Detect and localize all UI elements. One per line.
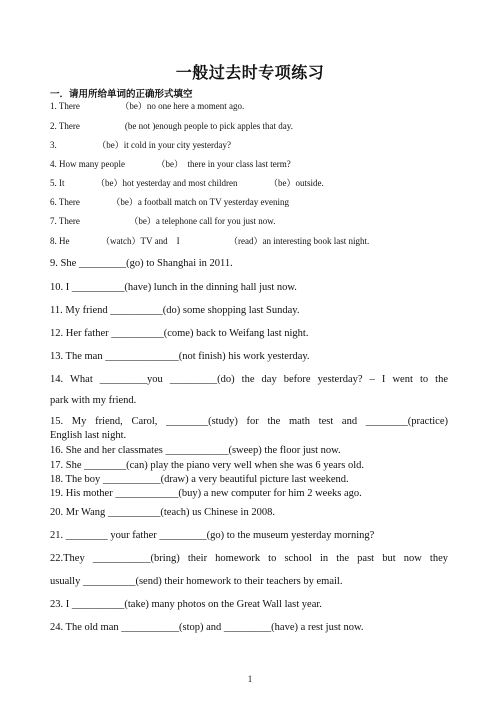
question-16: 16. She and her classmates ____________(sweep) the floor just now.: [50, 445, 341, 456]
question-12: 12. Her father __________(come) back to Weifang last night.: [50, 328, 309, 339]
question-13: 13. The man ______________(not finish) his work yesterday.: [50, 351, 310, 362]
question-5: 5. It （be）hot yesterday and most children （be）outside.: [50, 178, 324, 188]
page-title: 一般过去时专项练习: [175, 63, 325, 82]
question-6: 6. There （be）a football match on TV yesterday evening: [50, 197, 289, 207]
question-10: 10. I __________(have) lunch in the dinning hall just now.: [50, 282, 297, 293]
question-23: 23. I __________(take) many photos on the Great Wall last year.: [50, 599, 322, 610]
page-number: 1: [247, 674, 253, 684]
question-8: 8. He （watch）TV and I （read）an interesting book last night.: [50, 236, 370, 246]
question-17: 17. She ________(can) play the piano very well when she was 6 years old.: [50, 460, 365, 471]
section-heading: 一．请用所给单词的正确形式填空: [50, 89, 193, 100]
question-24: 24. The old man ___________(stop) and _________(have) a rest just now.: [50, 622, 364, 633]
question-18: 18. The boy ___________(draw) a very beautiful picture last weekend.: [50, 474, 349, 485]
question-11: 11. My friend __________(do) some shopping last Sunday.: [50, 305, 300, 316]
question-15-cont: English last night.: [50, 430, 127, 441]
question-2: 2. There (be not )enough people to pick apples that day.: [50, 121, 293, 131]
question-7: 7. There （be）a telephone call for you just now.: [50, 216, 276, 226]
question-14: 14. What _________you _________(do) the day before yesterday? – I went to the: [50, 374, 448, 385]
question-3: 3. （be）it cold in your city yesterday?: [50, 140, 231, 150]
question-9: 9. She _________(go) to Shanghai in 2011.: [50, 258, 233, 269]
question-22: 22.They ___________(bring) their homework to school in the past but now they: [50, 553, 448, 564]
question-1: 1. There （be）no one here a moment ago.: [50, 101, 245, 111]
question-19: 19. His mother ____________(buy) a new computer for him 2 weeks ago.: [50, 488, 362, 499]
question-21: 21. ________ your father _________(go) to the museum yesterday morning?: [50, 530, 375, 541]
question-22-cont: usually __________(send) their homework to their teachers by email.: [50, 576, 343, 587]
question-14-cont: park with my friend.: [50, 395, 137, 406]
question-4: 4. How many people （be） there in your class last term?: [50, 159, 291, 169]
question-20: 20. Mr Wang __________(teach) us Chinese in 2008.: [50, 507, 275, 518]
question-15: 15. My friend, Carol, ________(study) for the math test and ________(practice): [50, 416, 448, 427]
